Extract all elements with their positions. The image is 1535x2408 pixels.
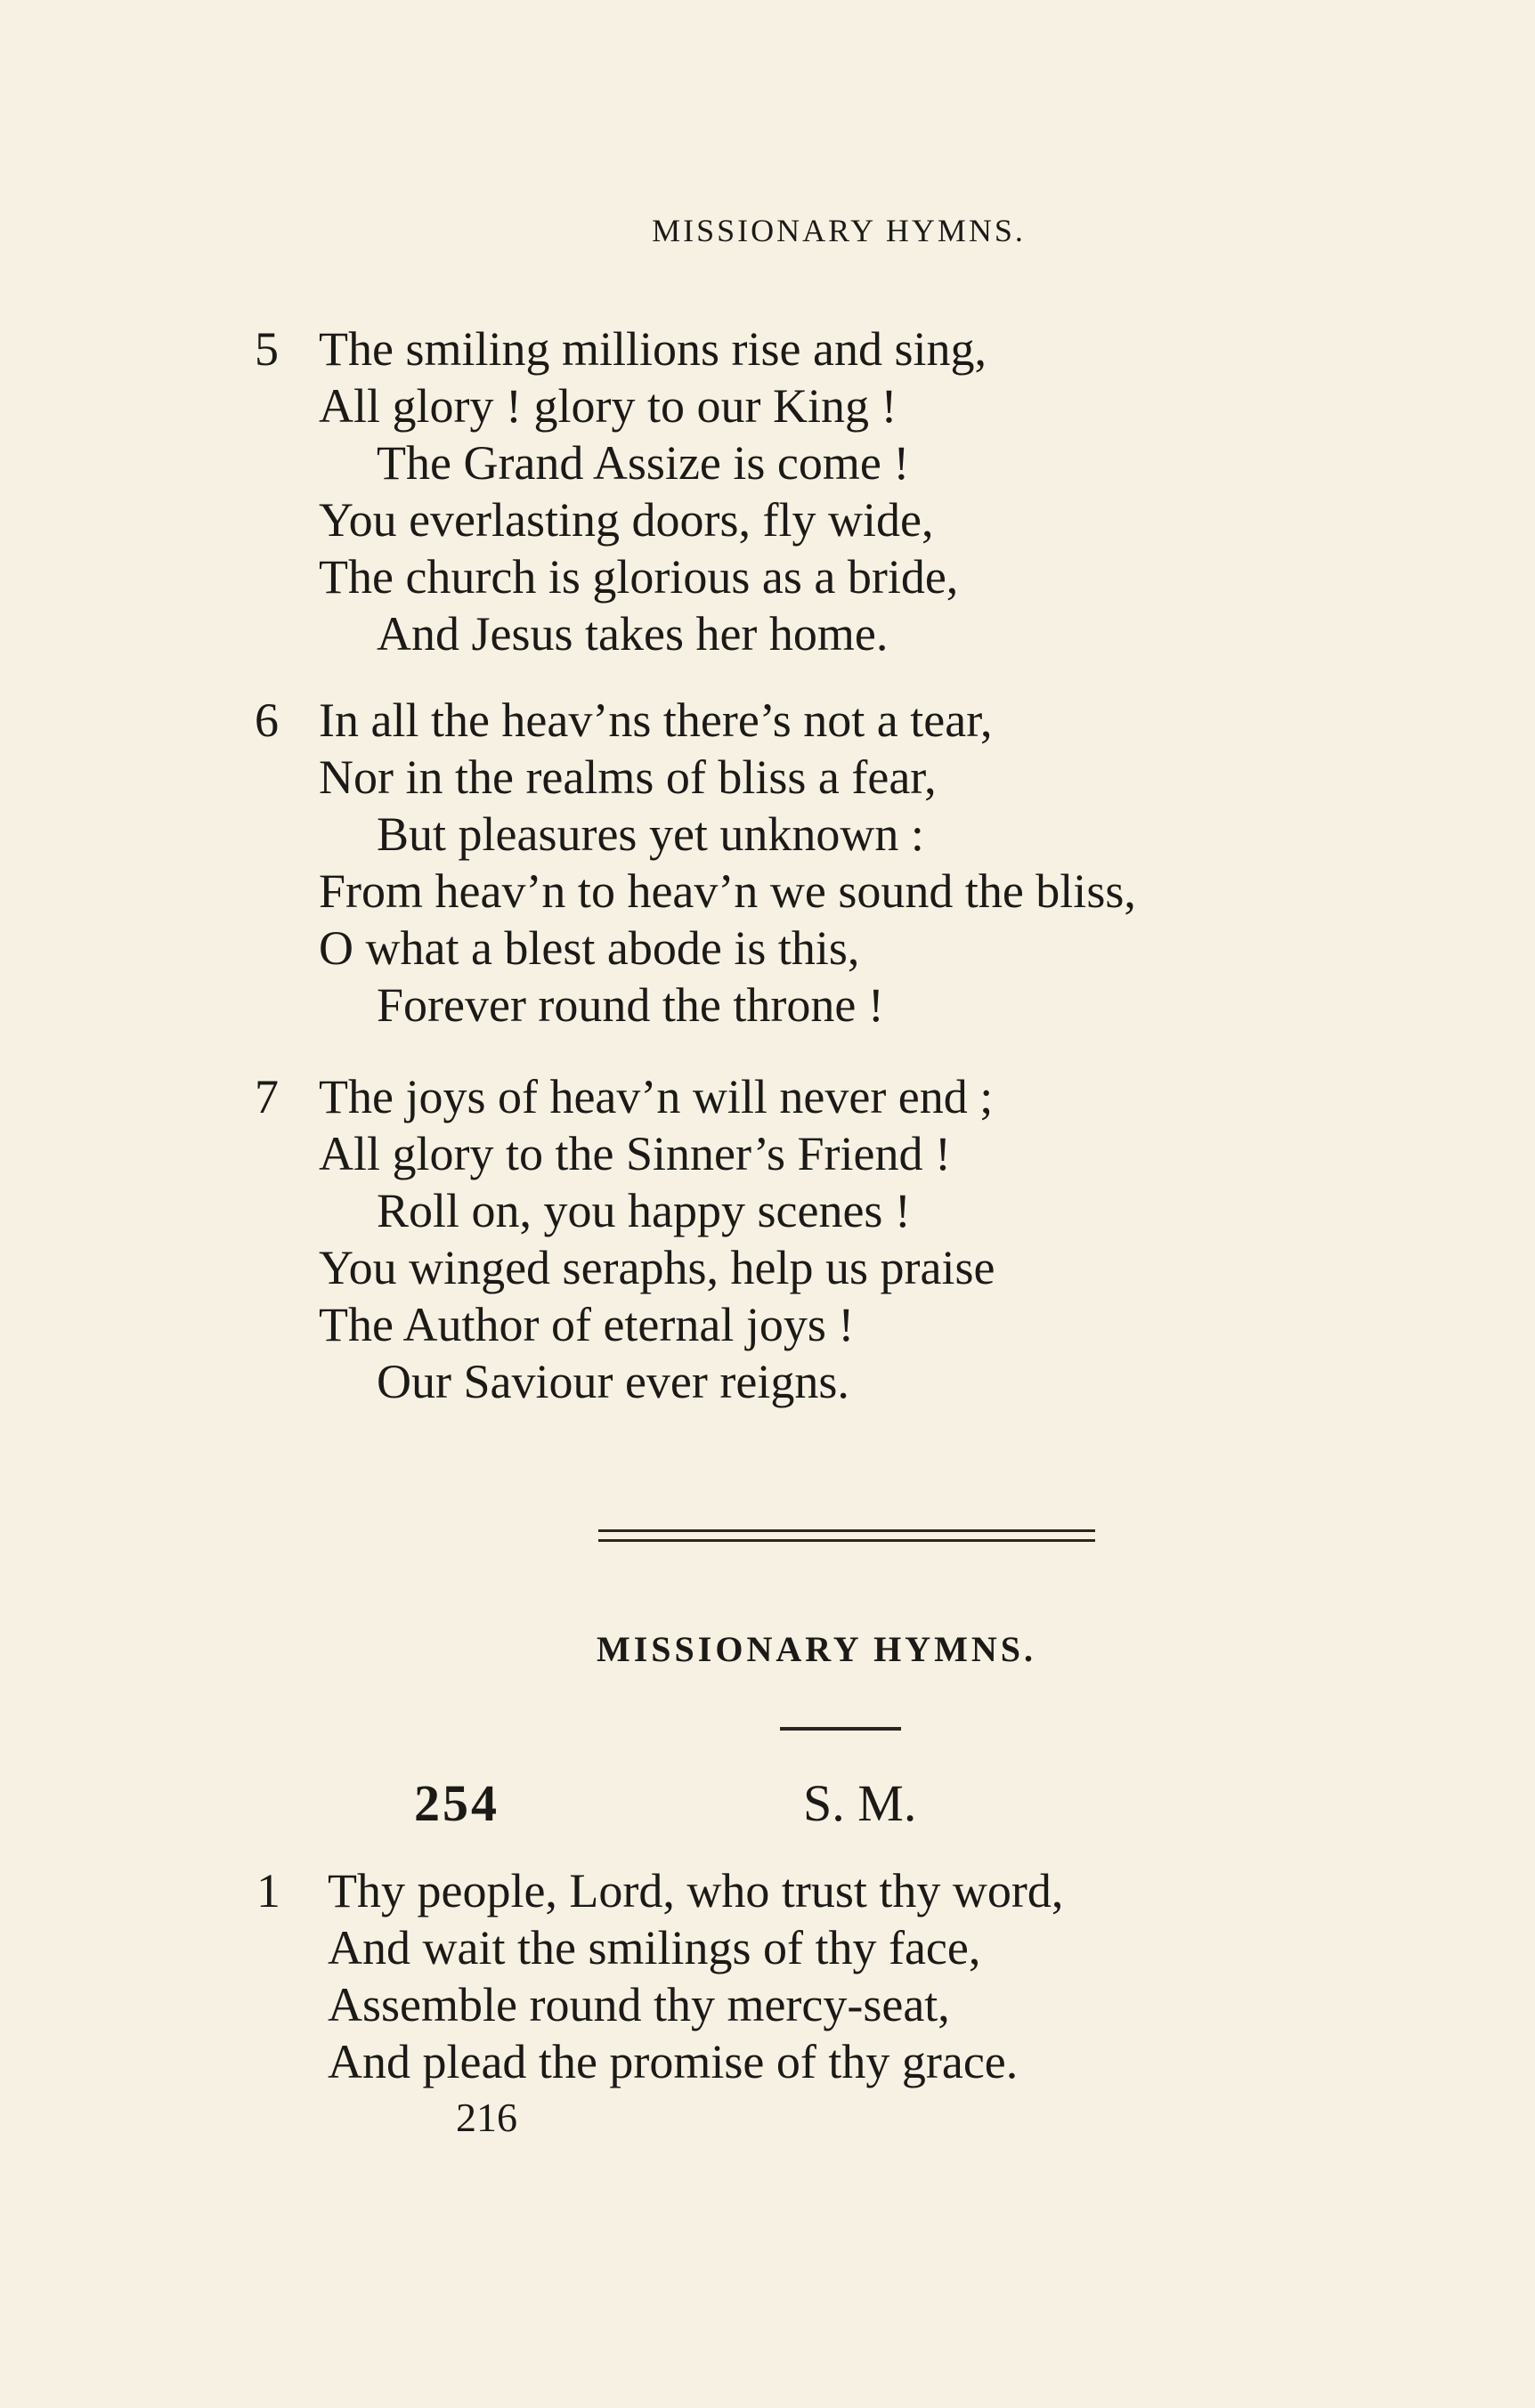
page-number: 216 (456, 2095, 517, 2140)
stanza-6 (256, 692, 1414, 1034)
stanza-line: Nor in the realms of bliss a fear, (319, 750, 937, 804)
stanza-7 (256, 1068, 1414, 1410)
double-rule-divider (598, 1529, 1095, 1542)
stanza-line: 7 The joys of heav’n will never end ; (255, 1070, 994, 1123)
stanza-line: From heav’n to heav’n we sound the bliss, (319, 864, 1136, 918)
hymn-254-stanza-1 (258, 1862, 1416, 2090)
hymn-meter: S. M. (803, 1774, 917, 1832)
stanza-line: Forever round the throne ! (377, 978, 884, 1032)
stanza-line: O what a blest abode is this, (319, 921, 860, 975)
stanza-line: You everlasting doors, fly wide, (319, 493, 934, 547)
stanza-line: Assemble round thy mercy-seat, (328, 1978, 950, 2031)
stanza-line: And Jesus takes her home. (377, 607, 889, 661)
stanza-line: The Author of eternal joys ! (319, 1298, 855, 1351)
stanza-number: 7 (255, 1070, 279, 1123)
stanza-line: And wait the smilings of thy face, (328, 1921, 981, 1974)
short-rule (780, 1727, 901, 1731)
stanza-line: All glory ! glory to our King ! (319, 379, 897, 433)
hymn-number: 254 (414, 1774, 499, 1832)
section-title: MISSIONARY HYMNS. (596, 1629, 1037, 1669)
stanza-line: You winged seraphs, help us praise (319, 1241, 995, 1294)
stanza-number: 6 (255, 693, 279, 747)
stanza-line: Our Saviour ever reigns. (377, 1355, 849, 1408)
stanza-line: But pleasures yet unknown : (377, 807, 924, 861)
stanza-line: The church is glorious as a bride, (319, 550, 959, 604)
stanza-line: Roll on, you happy scenes ! (377, 1184, 911, 1237)
stanza-line: The Grand Assize is come ! (377, 436, 910, 490)
running-head: MISSIONARY HYMNS. (652, 213, 1026, 248)
stanza-number: 5 (255, 322, 279, 376)
stanza-line: And plead the promise of thy grace. (328, 2035, 1019, 2088)
stanza-number: 1 (256, 1864, 280, 1917)
stanza-line: All glory to the Sinner’s Friend ! (319, 1127, 951, 1180)
stanza-line: 5 The smiling millions rise and sing, (255, 322, 987, 376)
stanza-5 (256, 320, 1414, 662)
stanza-line: 1 Thy people, Lord, who trust thy word, (256, 1864, 1064, 1917)
stanza-line: 6 In all the heav’ns there’s not a tear, (255, 693, 993, 747)
